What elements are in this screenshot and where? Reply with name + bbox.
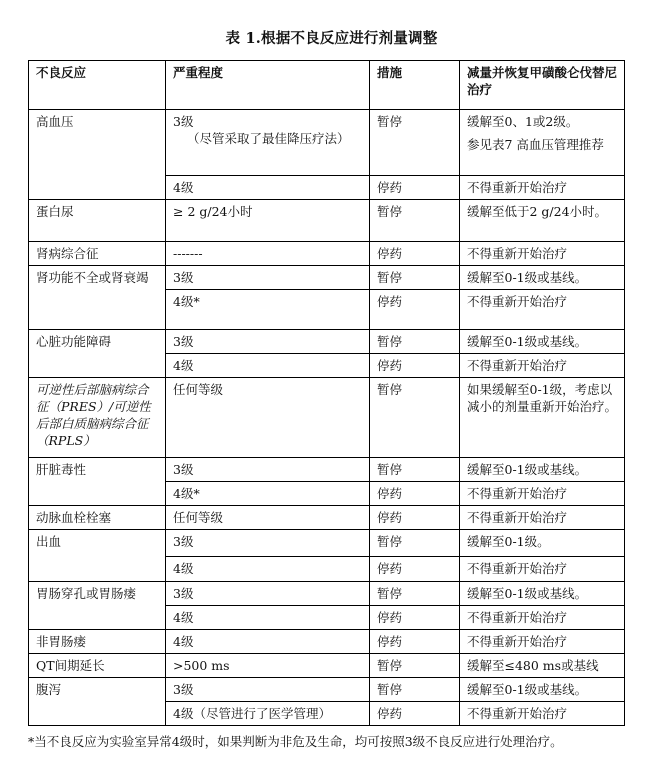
severity-cell: 4级* bbox=[166, 482, 370, 506]
action-cell: 暂停 bbox=[370, 458, 460, 482]
resume-cell: 缓解至0-1级。 bbox=[460, 530, 625, 557]
resume-cell: 不得重新开始治疗 bbox=[460, 630, 625, 654]
severity-cell: 3级 bbox=[166, 678, 370, 702]
header-severity: 严重程度 bbox=[166, 61, 370, 110]
resume-cell: 缓解至0-1级或基线。 bbox=[460, 458, 625, 482]
severity-cell: 4级 bbox=[166, 176, 370, 200]
adverse-reaction-cell: 高血压 bbox=[29, 110, 166, 200]
severity-note: （尽管采取了最佳降压疗法） bbox=[187, 131, 350, 146]
resume-cell: 如果缓解至0-1级，考虑以减小的剂量重新开始治疗。 bbox=[460, 378, 625, 458]
action-cell: 暂停 bbox=[370, 378, 460, 458]
resume-cell: 不得重新开始治疗 bbox=[460, 506, 625, 530]
resume-cell bbox=[460, 110, 625, 176]
action-cell: 暂停 bbox=[370, 530, 460, 557]
resume-cell: 缓解至低于2 g/24小时。 bbox=[460, 200, 625, 242]
severity-cell: 4级 bbox=[166, 606, 370, 630]
resume-cell: 不得重新开始治疗 bbox=[460, 176, 625, 200]
action-cell: 停药 bbox=[370, 702, 460, 726]
severity-cell: 3级 bbox=[166, 458, 370, 482]
action-cell: 暂停 bbox=[370, 330, 460, 354]
severity-cell: 3级 bbox=[166, 330, 370, 354]
table-row bbox=[29, 530, 625, 557]
table-row bbox=[29, 458, 625, 482]
resume-cell: 缓解至≤480 ms或基线 bbox=[460, 654, 625, 678]
severity-cell: >500 ms bbox=[166, 654, 370, 678]
action-cell: 暂停 bbox=[370, 110, 460, 176]
resume-cell: 不得重新开始治疗 bbox=[460, 354, 625, 378]
table-row bbox=[29, 330, 625, 354]
adverse-reaction-cell: 腹泻 bbox=[29, 678, 166, 726]
resume-text: 缓解至0、1或2级。 bbox=[467, 114, 579, 129]
adverse-reaction-cell: QT间期延长 bbox=[29, 654, 166, 678]
adverse-reaction-cell: 动脉血栓栓塞 bbox=[29, 506, 166, 530]
severity-cell: 4级 bbox=[166, 557, 370, 582]
resume-cell: 缓解至0-1级或基线。 bbox=[460, 330, 625, 354]
table-row bbox=[29, 266, 625, 290]
table-footnote: *当不良反应为实验室异常4级时，如果判断为非危及生命，均可按照3级不良反应进行处理治疗。 bbox=[28, 734, 563, 749]
severity-cell: 3级 bbox=[166, 530, 370, 557]
adverse-reaction-cell: 蛋白尿 bbox=[29, 200, 166, 242]
adverse-reaction-cell: 出血 bbox=[29, 530, 166, 582]
adverse-reaction-cell: 肝脏毒性 bbox=[29, 458, 166, 506]
severity-cell: ------- bbox=[166, 242, 370, 266]
table-title: 表 1.根据不良反应进行剂量调整 bbox=[225, 30, 438, 47]
action-cell: 停药 bbox=[370, 482, 460, 506]
table-row bbox=[29, 582, 625, 606]
severity-cell: 4级 bbox=[166, 630, 370, 654]
resume-cell: 不得重新开始治疗 bbox=[460, 606, 625, 630]
severity-cell: ≥ 2 g/24小时 bbox=[166, 200, 370, 242]
table-row bbox=[29, 678, 625, 702]
table-row bbox=[29, 378, 625, 458]
resume-cell: 不得重新开始治疗 bbox=[460, 482, 625, 506]
header-action: 措施 bbox=[370, 61, 460, 110]
severity-cell: 4级（尽管进行了医学管理） bbox=[166, 702, 370, 726]
severity-cell: 4级 bbox=[166, 354, 370, 378]
action-cell: 停药 bbox=[370, 630, 460, 654]
action-cell: 暂停 bbox=[370, 678, 460, 702]
action-cell: 停药 bbox=[370, 557, 460, 582]
adverse-reaction-cell: 心脏功能障碍 bbox=[29, 330, 166, 378]
resume-cell: 缓解至0-1级或基线。 bbox=[460, 266, 625, 290]
table-row bbox=[29, 110, 625, 176]
table-row bbox=[29, 630, 625, 654]
resume-cell: 缓解至0-1级或基线。 bbox=[460, 582, 625, 606]
severity-cell: 4级* bbox=[166, 290, 370, 330]
severity-cell: 任何等级 bbox=[166, 506, 370, 530]
severity-cell bbox=[166, 110, 370, 176]
severity-cell: 3级 bbox=[166, 266, 370, 290]
resume-cell: 不得重新开始治疗 bbox=[460, 290, 625, 330]
resume-note: 参见表7 高血压管理推荐 bbox=[467, 137, 604, 152]
severity-grade: 3级 bbox=[173, 114, 194, 129]
action-cell: 停药 bbox=[370, 506, 460, 530]
action-cell: 暂停 bbox=[370, 582, 460, 606]
action-cell: 暂停 bbox=[370, 200, 460, 242]
table-row bbox=[29, 654, 625, 678]
table-row bbox=[29, 506, 625, 530]
header-resume: 减量并恢复甲磺酸仑伐替尼治疗 bbox=[460, 61, 625, 110]
adverse-reaction-cell: 胃肠穿孔或胃肠瘘 bbox=[29, 582, 166, 630]
resume-cell: 不得重新开始治疗 bbox=[460, 702, 625, 726]
dose-adjustment-table bbox=[28, 60, 625, 726]
adverse-reaction-cell: 肾病综合征 bbox=[29, 242, 166, 266]
action-cell: 停药 bbox=[370, 242, 460, 266]
severity-cell: 3级 bbox=[166, 582, 370, 606]
action-cell: 停药 bbox=[370, 290, 460, 330]
resume-cell: 缓解至0-1级或基线。 bbox=[460, 678, 625, 702]
action-cell: 暂停 bbox=[370, 266, 460, 290]
severity-cell: 任何等级 bbox=[166, 378, 370, 458]
resume-cell: 不得重新开始治疗 bbox=[460, 557, 625, 582]
action-cell: 停药 bbox=[370, 606, 460, 630]
adverse-reaction-cell: 可逆性后部脑病综合征（PRES）/可逆性后部白质脑病综合征（RPLS） bbox=[29, 378, 166, 458]
table-header-row bbox=[29, 61, 625, 110]
table-row bbox=[29, 242, 625, 266]
action-cell: 停药 bbox=[370, 176, 460, 200]
header-adverse-reaction: 不良反应 bbox=[29, 61, 166, 110]
table-row bbox=[29, 200, 625, 242]
adverse-reaction-cell: 非胃肠瘘 bbox=[29, 630, 166, 654]
action-cell: 停药 bbox=[370, 354, 460, 378]
adverse-reaction-cell: 肾功能不全或肾衰竭 bbox=[29, 266, 166, 330]
resume-cell: 不得重新开始治疗 bbox=[460, 242, 625, 266]
action-cell: 暂停 bbox=[370, 654, 460, 678]
